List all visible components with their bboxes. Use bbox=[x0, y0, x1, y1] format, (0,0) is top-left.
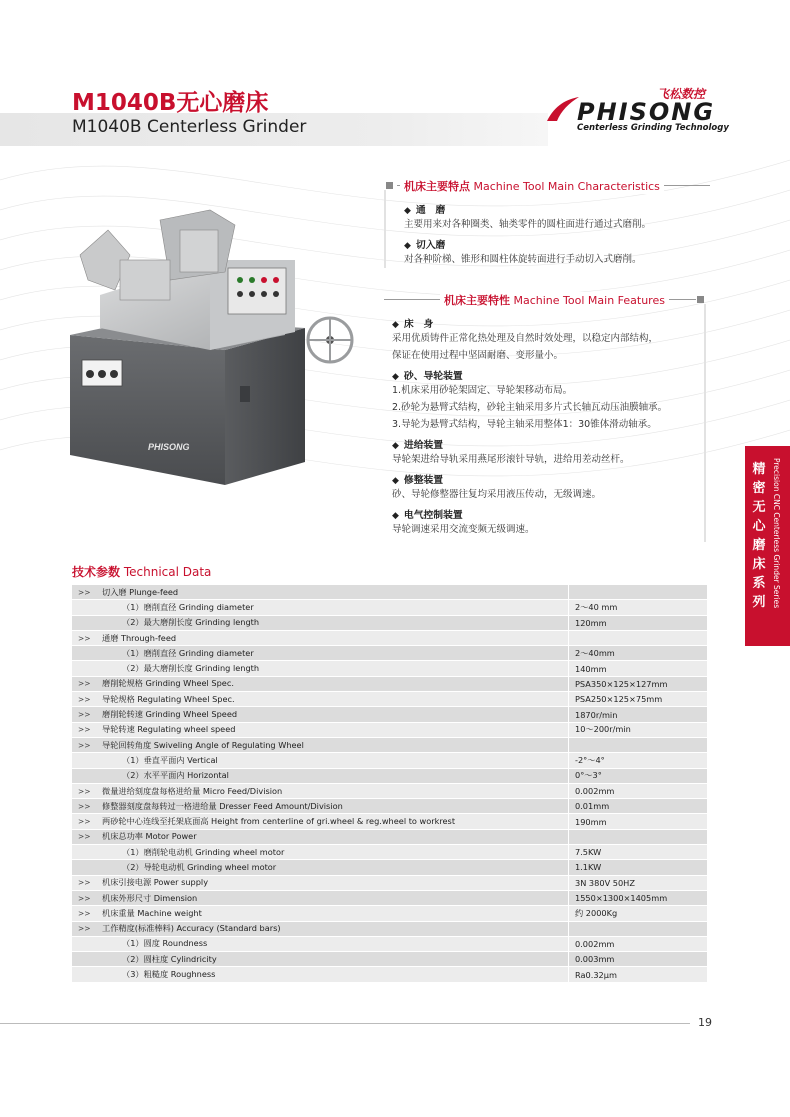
row-label bbox=[102, 600, 569, 615]
characteristics-item-text: 主要用来对各种圈类、轴类零件的圆柱面进行通过式磨削。 bbox=[404, 219, 652, 230]
characteristics-title bbox=[400, 178, 664, 194]
row-value: 0.003mm bbox=[569, 952, 708, 967]
row-label-text: （2）水平平面内 Horizontal bbox=[122, 770, 229, 781]
logo-wordmark: PHISONG bbox=[577, 98, 716, 126]
row-value: -2°～4° bbox=[569, 753, 708, 768]
box-corner-marker bbox=[697, 296, 704, 303]
row-label-text: 两砂轮中心连线至托架底面高 Height from centerline of gri.wheel & reg.wheel to workrest bbox=[102, 816, 456, 827]
row-label bbox=[102, 676, 569, 691]
row-value: Ra0.32μm bbox=[569, 967, 708, 982]
table-row bbox=[72, 799, 707, 814]
row-marker bbox=[72, 661, 102, 676]
row-value bbox=[569, 630, 708, 645]
tech-table bbox=[72, 585, 707, 983]
row-label-text: 导轮规格 Regulating Wheel Spec. bbox=[102, 693, 235, 704]
features-item-line: 2.砂轮为悬臂式结构，砂轮主轴采用多片式长轴瓦动压油膜轴承。 bbox=[392, 402, 668, 413]
row-value: 120mm bbox=[569, 615, 708, 630]
row-value bbox=[569, 921, 708, 936]
features-title-cn: 机床主要特性 bbox=[444, 294, 510, 307]
row-label bbox=[102, 707, 569, 722]
row-label bbox=[102, 615, 569, 630]
row-label-text: （2）圆柱度 Cylindricity bbox=[122, 953, 217, 964]
row-marker: >> bbox=[72, 692, 102, 707]
row-label bbox=[102, 952, 569, 967]
machine-image bbox=[60, 200, 380, 510]
characteristics-item-text: 对各种阶梯、锥形和圆柱体旋转面进行手动切入式磨削。 bbox=[404, 254, 642, 265]
row-label bbox=[102, 967, 569, 982]
table-row bbox=[72, 906, 707, 921]
row-value bbox=[569, 829, 708, 844]
row-label-text: （1）圆度 Roundness bbox=[122, 938, 208, 949]
row-label-text: 机床外形尺寸 Dimension bbox=[102, 892, 198, 903]
row-value bbox=[569, 737, 708, 752]
row-label-text: （2）最大磨削长度 Grinding length bbox=[122, 617, 260, 628]
row-label-text: （1）垂直平面内 Vertical bbox=[122, 754, 218, 765]
features-title bbox=[440, 292, 669, 308]
row-label-text: 微量进给刻度盘每格进给量 Micro Feed/Division bbox=[102, 785, 283, 796]
row-label-text: （1）磨削直径 Grinding diameter bbox=[122, 647, 254, 658]
row-label-text: （1）磨削轮电动机 Grinding wheel motor bbox=[122, 846, 285, 857]
table-row bbox=[72, 692, 707, 707]
row-marker bbox=[72, 600, 102, 615]
row-value: 约 2000Kg bbox=[569, 906, 708, 921]
table-row bbox=[72, 875, 707, 890]
row-value: 2～40 mm bbox=[569, 600, 708, 615]
row-marker: >> bbox=[72, 783, 102, 798]
features-item-line: 导轮架进给导轨采用燕尾形滚针导轨，进给用差动丝杆。 bbox=[392, 454, 630, 465]
row-label bbox=[102, 753, 569, 768]
features-item-line: 1.机床采用砂轮架固定、导轮架移动布局。 bbox=[392, 385, 573, 396]
table-row bbox=[72, 676, 707, 691]
row-label bbox=[102, 921, 569, 936]
row-value: 10～200r/min bbox=[569, 722, 708, 737]
row-label-text: 机床重量 Machine weight bbox=[102, 907, 202, 918]
table-row bbox=[72, 737, 707, 752]
row-marker: >> bbox=[72, 722, 102, 737]
page-title-cn: M1040B无心磨床 bbox=[72, 90, 269, 116]
row-value: PSA250×125×75mm bbox=[569, 692, 708, 707]
row-label-text: 磨削轮转速 Grinding Wheel Speed bbox=[102, 709, 238, 720]
row-marker: >> bbox=[72, 906, 102, 921]
row-marker: >> bbox=[72, 707, 102, 722]
row-label-text: （3）粗糙度 Roughness bbox=[122, 969, 216, 980]
row-label bbox=[102, 783, 569, 798]
row-marker bbox=[72, 967, 102, 982]
characteristics-list bbox=[404, 198, 704, 268]
tech-title-cn: 技术参数 bbox=[72, 565, 121, 579]
table-row bbox=[72, 829, 707, 844]
row-marker bbox=[72, 936, 102, 951]
row-value: 1.1KW bbox=[569, 860, 708, 875]
row-label bbox=[102, 936, 569, 951]
row-label bbox=[102, 890, 569, 905]
row-label-text: 切入磨 Plunge-feed bbox=[102, 586, 179, 597]
characteristics-title-en: Machine Tool Main Characteristics bbox=[473, 180, 660, 193]
row-label bbox=[102, 875, 569, 890]
table-row bbox=[72, 860, 707, 875]
row-label bbox=[102, 722, 569, 737]
row-label-text: 修整器刻度盘每转过一格进给量 Dresser Feed Amount/Division bbox=[102, 800, 343, 811]
characteristics-item-heading: ◆ 切入磨 bbox=[404, 240, 446, 251]
page-title-en: M1040B Centerless Grinder bbox=[72, 117, 307, 137]
side-tab-en: Precision CNC Centerless Grinder Series bbox=[772, 458, 781, 609]
row-value: 1870r/min bbox=[569, 707, 708, 722]
brand-logo bbox=[545, 85, 729, 137]
table-row bbox=[72, 814, 707, 829]
row-label-text: 机床引接电源 Power supply bbox=[102, 877, 209, 888]
page-number: 19 bbox=[698, 1016, 712, 1029]
footer-line bbox=[0, 1023, 690, 1024]
row-label-text: （1）磨削直径 Grinding diameter bbox=[122, 601, 254, 612]
row-label bbox=[102, 692, 569, 707]
row-label bbox=[102, 814, 569, 829]
box-right-border bbox=[704, 304, 706, 542]
row-label-text: 导轮回转角度 Swiveling Angle of Regulating Wheel bbox=[102, 739, 304, 750]
row-label-text: （2）最大磨削长度 Grinding length bbox=[122, 663, 260, 674]
row-marker bbox=[72, 768, 102, 783]
row-marker: >> bbox=[72, 875, 102, 890]
row-value: 3N 380V 50HZ bbox=[569, 875, 708, 890]
row-marker bbox=[72, 646, 102, 661]
table-row bbox=[72, 661, 707, 676]
logo-swoosh-icon bbox=[545, 95, 581, 125]
machine-badge: PHISONG bbox=[148, 442, 190, 452]
features-item-line: 采用优质铸件正常化热处理及自然时效处理，以稳定内部结构， bbox=[392, 333, 659, 344]
row-label bbox=[102, 799, 569, 814]
features-item-heading: ◆ 砂、导轮装置 bbox=[392, 371, 463, 382]
row-label bbox=[102, 646, 569, 661]
features-item-heading: ◆ 电气控制装置 bbox=[392, 510, 463, 521]
table-row bbox=[72, 646, 707, 661]
table-row bbox=[72, 952, 707, 967]
row-label bbox=[102, 845, 569, 860]
row-marker bbox=[72, 845, 102, 860]
row-label bbox=[102, 829, 569, 844]
row-marker: >> bbox=[72, 890, 102, 905]
row-value: 0°～3° bbox=[569, 768, 708, 783]
row-label bbox=[102, 768, 569, 783]
row-marker bbox=[72, 753, 102, 768]
box-corner-marker bbox=[386, 182, 393, 189]
logo-tagline: Centerless Grinding Technology bbox=[577, 123, 729, 133]
table-row bbox=[72, 936, 707, 951]
row-marker: >> bbox=[72, 630, 102, 645]
tech-title-en: Technical Data bbox=[123, 565, 212, 579]
row-marker: >> bbox=[72, 799, 102, 814]
table-row bbox=[72, 967, 707, 982]
row-marker bbox=[72, 860, 102, 875]
table-row bbox=[72, 585, 707, 600]
row-value: 140mm bbox=[569, 661, 708, 676]
series-side-tab bbox=[745, 446, 790, 646]
row-marker: >> bbox=[72, 676, 102, 691]
row-value: 0.01mm bbox=[569, 799, 708, 814]
row-label-text: 通磨 Through-feed bbox=[102, 632, 177, 643]
features-item-heading: ◆ 修整装置 bbox=[392, 475, 444, 486]
row-label-text: （2）导轮电动机 Grinding wheel motor bbox=[122, 861, 277, 872]
features-item-line: 导轮调速采用交流变频无级调速。 bbox=[392, 524, 535, 535]
characteristics-title-cn: 机床主要特点 bbox=[404, 180, 470, 193]
features-item-heading: ◆ 床 身 bbox=[392, 319, 434, 330]
row-marker: >> bbox=[72, 585, 102, 600]
features-item-line: 砂、导轮修整器往复均采用液压传动，无级调速。 bbox=[392, 489, 602, 500]
table-row bbox=[72, 753, 707, 768]
features-item-line: 3.导轮为悬臂式结构，导轮主轴采用整体1：30锥体滑动轴承。 bbox=[392, 419, 657, 430]
logo-cn-text: 飞松数控 bbox=[656, 87, 705, 101]
row-marker: >> bbox=[72, 921, 102, 936]
table-row bbox=[72, 890, 707, 905]
row-value: 1550×1300×1405mm bbox=[569, 890, 708, 905]
table-row bbox=[72, 630, 707, 645]
row-label bbox=[102, 661, 569, 676]
row-marker: >> bbox=[72, 829, 102, 844]
table-row bbox=[72, 707, 707, 722]
row-value: 190mm bbox=[569, 814, 708, 829]
features-title-en: Machine Tool Main Features bbox=[513, 294, 665, 307]
table-row bbox=[72, 768, 707, 783]
row-marker: >> bbox=[72, 814, 102, 829]
row-label bbox=[102, 737, 569, 752]
features-list bbox=[392, 312, 702, 538]
row-label bbox=[102, 585, 569, 600]
features-item-heading: ◆ 进给装置 bbox=[392, 440, 444, 451]
row-value: 2～40mm bbox=[569, 646, 708, 661]
row-marker bbox=[72, 615, 102, 630]
box-left-border bbox=[384, 190, 386, 268]
row-label-text: 工作精度(标准棒料) Accuracy (Standard bars) bbox=[102, 923, 281, 934]
row-marker: >> bbox=[72, 737, 102, 752]
side-tab-cn: 精密无心磨床系列 bbox=[752, 462, 766, 610]
row-label bbox=[102, 906, 569, 921]
features-box bbox=[382, 292, 712, 542]
characteristics-box bbox=[382, 178, 712, 270]
row-label-text: 导轮转速 Regulating wheel speed bbox=[102, 724, 236, 735]
table-row bbox=[72, 783, 707, 798]
row-label-text: 机床总功率 Motor Power bbox=[102, 831, 197, 842]
tech-title bbox=[72, 563, 211, 580]
row-value: 0.002mm bbox=[569, 936, 708, 951]
row-value bbox=[569, 585, 708, 600]
row-label bbox=[102, 630, 569, 645]
characteristics-item-heading: ◆ 通 磨 bbox=[404, 205, 446, 216]
row-value: 0.002mm bbox=[569, 783, 708, 798]
row-marker bbox=[72, 952, 102, 967]
table-row bbox=[72, 845, 707, 860]
row-value: 7.5KW bbox=[569, 845, 708, 860]
row-label bbox=[102, 860, 569, 875]
table-row bbox=[72, 921, 707, 936]
table-row bbox=[72, 615, 707, 630]
row-value: PSA350×125×127mm bbox=[569, 676, 708, 691]
table-row bbox=[72, 600, 707, 615]
row-label-text: 磨削轮规格 Grinding Wheel Spec. bbox=[102, 678, 234, 689]
table-row bbox=[72, 722, 707, 737]
features-item-line: 保证在使用过程中坚固耐磨、变形量小。 bbox=[392, 350, 564, 361]
